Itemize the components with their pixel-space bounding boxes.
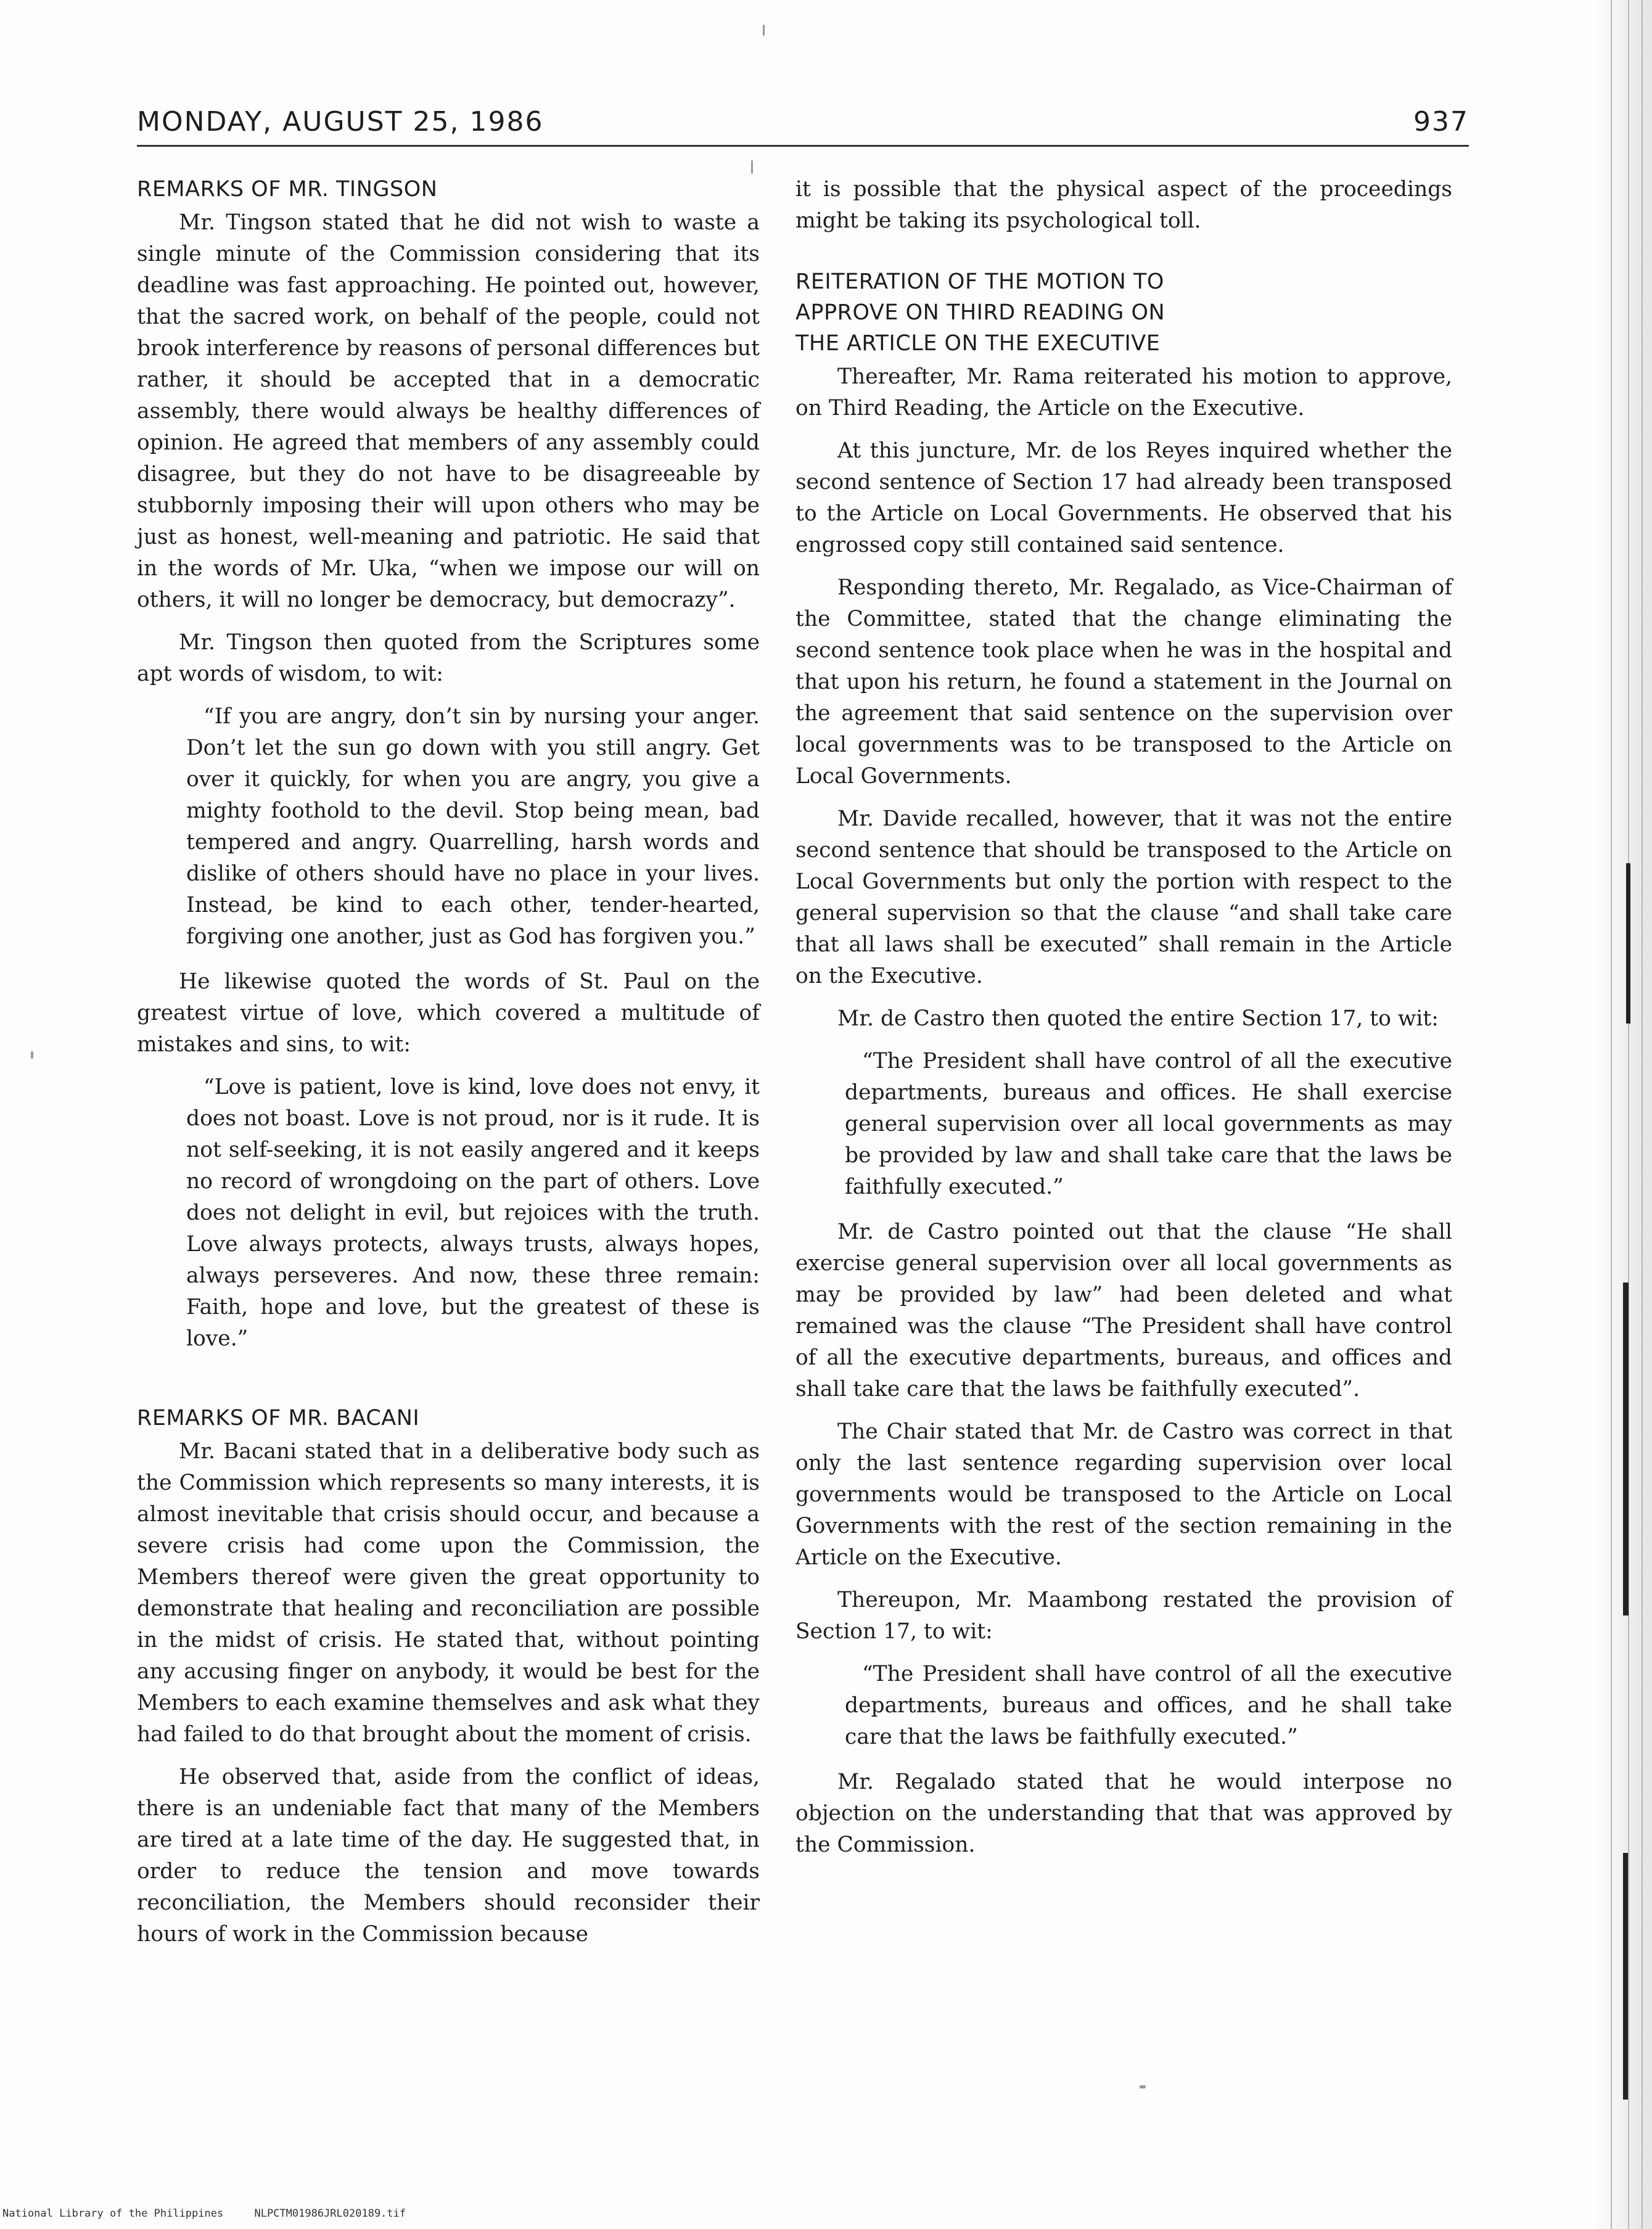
page-number: 937: [1413, 106, 1469, 138]
paragraph: He likewise quoted the words of St. Paul on the greatest virtue of love, which covered a multitude of mistakes and sins, to wit:: [137, 969, 760, 1057]
paragraph: Mr. Bacani stated that in a deliberative body such as the Commission which represents so many interests, it is almost inevitable that crisis should occur, and because a severe crisis had come upon the Commission, the Members thereof were given the great opportunity to demonstrate that healing and reconciliation are possible in the midst of crisis. He stated that, without pointing any accusing finger on anybody, it would be best for the Members to each examine themselves and ask what they had failed to do that brought about the moment of crisis.: [137, 1439, 760, 1747]
paragraph: At this juncture, Mr. de los Reyes inquired whether the second sentence of Section 17 had already been transposed to the Article on Local Governments. He observed that his engrossed copy still contained said sentence.: [795, 438, 1452, 557]
scan-footer: [2, 2207, 430, 2220]
binding-line: [1611, 0, 1612, 2229]
block-quote: “Love is patient, love is kind, love does not envy, it does not boast. Love is not proud, nor is it rude. It is not self-seeking, it is not easily angered and it keeps no record of wrongdoing on the part of others. Love does not delight in evil, but rejoices with the truth. Love always protects, always trusts, always hopes, always perseveres. And now, these three remain: Faith, hope and love, but the greatest of these is love.”: [186, 1075, 760, 1351]
header-date: MONDAY, AUGUST 25, 1986: [137, 106, 544, 138]
paragraph: He observed that, aside from the conflict of ideas, there is an undeniable fact that many of the Members are tired at a late time of the day. He suggested that, in order to reduce the tension and move towards reconciliation, the Members should reconsider their hours of work in the Commission because: [137, 1765, 760, 1947]
paragraph-continued: it is possible that the physical aspect of the proceedings might be taking its psychological toll.: [795, 177, 1452, 233]
section-heading-bacani: REMARKS OF MR. BACANI: [137, 1406, 420, 1431]
edge-mark: [1623, 1853, 1628, 2100]
paragraph: Mr. Tingson stated that he did not wish to waste a single minute of the Commission considering that its deadline was fast approaching. He pointed out, however, that the sacred work, on behalf of the people, could not brook interference by reasons of personal differences but rather, it should be accepted that in a democratic assembly, there would always be healthy differences of opinion. He agreed that members of any assembly could disagree, but they do not have to be disagreeable by stubbornly imposing their will upon others who may be just as honest, well-meaning and patriotic. He said that in the words of Mr. Uka, “when we impose our will on others, it will no longer be democracy, but democrazy”.: [137, 210, 760, 612]
scan-speck: [763, 25, 765, 36]
footer-file-id: NLPCTM01986JRL020189.tif: [254, 2207, 406, 2220]
block-quote: “The President shall have control of all the executive departments, bureaus and offices. He shall exercise general supervision over all local governments as may be provided by law and shall take care that the laws be faithfully executed.”: [845, 1049, 1452, 1199]
binding-line: [1642, 0, 1643, 2229]
running-header: [137, 104, 1469, 147]
edge-mark: [1623, 1283, 1629, 1615]
paragraph: Responding thereto, Mr. Regalado, as Vice-Chairman of the Committee, stated that the change eliminating the second sentence took place when he was in the hospital and that upon his return, he found a statement in the Journal on the agreement that said sentence on the supervision over local governments was to be transposed to the Article on Local Governments.: [795, 575, 1452, 789]
section-heading-tingson: REMARKS OF MR. TINGSON: [137, 177, 438, 202]
right-column: [795, 174, 1452, 1872]
edge-mark: [1626, 863, 1630, 1024]
footer-library: National Library of the Philippines: [2, 2207, 224, 2220]
paragraph: Thereupon, Mr. Maambong restated the provision of Section 17, to wit:: [795, 1588, 1452, 1644]
scan-speck: [1140, 2085, 1146, 2088]
paragraph: The Chair stated that Mr. de Castro was correct in that only the last sentence regarding supervision over local governments would be transposed to the Article on Local Governments with the rest of the section remaining in the Article on the Executive.: [795, 1419, 1452, 1570]
block-quote: “The President shall have control of all the executive departments, bureaus and offices, and he shall take care that the laws be faithfully executed.”: [845, 1662, 1452, 1749]
binding-line: [1628, 0, 1629, 2229]
paragraph: Mr. de Castro then quoted the entire Section 17, to wit:: [837, 1006, 1439, 1031]
paragraph: Mr. Davide recalled, however, that it was not the entire second sentence that should be transposed to the Article on Local Governments but only the portion with respect to the general supervision so that the clause “and shall take care that all laws shall be executed” shall remain in the Article on the Executive.: [795, 807, 1452, 988]
left-column: [137, 174, 760, 1961]
section-gap: [137, 1368, 760, 1403]
paragraph: Thereafter, Mr. Rama reiterated his motion to approve, on Third Reading, the Article on the Executive.: [795, 364, 1452, 421]
section-heading-reiteration: REITERATION OF THE MOTION TO APPROVE ON THIRD READING ON THE ARTICLE ON THE EXECUTIVE: [795, 269, 1165, 356]
paragraph: Mr. Regalado stated that he would interpose no objection on the understanding that that was approved by the Commission.: [795, 1770, 1452, 1857]
section-gap: [795, 248, 1452, 266]
block-quote: “If you are angry, don’t sin by nursing your anger. Don’t let the sun go down with you still angry. Get over it quickly, for when you are angry, you give a mighty foothold to the devil. Stop being mean, bad tempered and angry. Quarrelling, harsh words and dislike of others should have no place in your lives. Instead, be kind to each other, tender-hearted, forgiving one another, just as God has forgiven you.”: [186, 704, 760, 949]
scan-speck: [31, 1051, 33, 1059]
scan-speck: [751, 160, 753, 174]
paragraph: Mr. de Castro pointed out that the clause “He shall exercise general supervision over all local governments as may be provided by law” had been deleted and what remained was the clause “The President shall have control of all the executive departments, bureaus, and offices and shall take care that the laws be faithfully executed”.: [795, 1220, 1452, 1402]
paragraph: Mr. Tingson then quoted from the Scriptures some apt words of wisdom, to wit:: [137, 630, 760, 686]
